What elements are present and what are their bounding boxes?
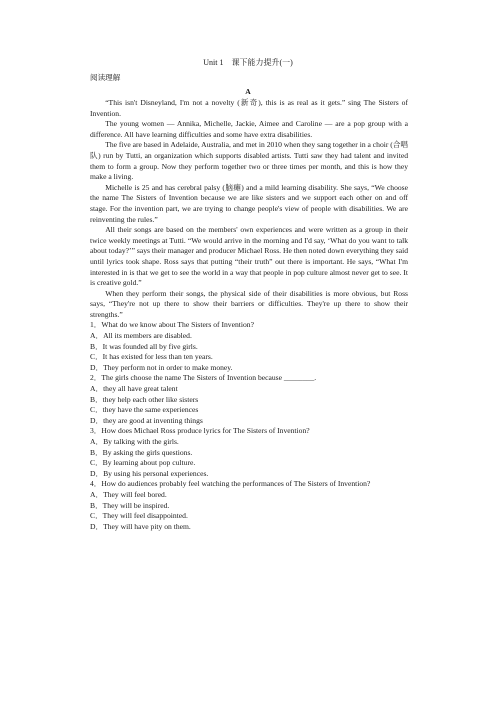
question-stem: 1．What do we know about The Sisters of Invention? bbox=[90, 320, 254, 330]
passage-paragraph: Michelle is 25 and has cerebral palsy (脑瘫) and a mild learning disability. She says, “We choose the name The Sisters of Invention because we are like sisters and we support each other on and off stage. For the invention part, we are trying to change people's view of people with disabilities. We are reinventing the rules.” bbox=[90, 182, 408, 224]
answer-option: A．they all have great talent bbox=[90, 384, 178, 394]
answer-option: B．By asking the girls questions. bbox=[90, 447, 193, 457]
question-stem: 4．How do audiences probably feel watching the performances of The Sisters of Invention? bbox=[90, 479, 371, 489]
answer-option: A．All its members are disabled. bbox=[90, 331, 192, 341]
page-title: Unit 1 课下能力提升(一) bbox=[203, 58, 293, 67]
document-body bbox=[90, 98, 408, 532]
passage-letter: A bbox=[245, 87, 251, 96]
answer-option: D．By using his personal experiences. bbox=[90, 468, 209, 478]
answer-option: B．They will be inspired. bbox=[90, 500, 170, 510]
answer-option: C．They will feel disappointed. bbox=[90, 511, 188, 521]
answer-option: C．It has existed for less than ten years. bbox=[90, 352, 213, 362]
answer-option: D．They will have pity on them. bbox=[90, 521, 191, 531]
question-stem: 2．The girls choose the name The Sisters of Invention because ________. bbox=[90, 373, 317, 383]
answer-option: D．They perform not in order to make money. bbox=[90, 362, 233, 372]
answer-option: B．they help each other like sisters bbox=[90, 394, 199, 404]
passage-paragraph: When they perform their songs, the physical side of their disabilities is more obvious, but Ross says, “They're not up there to show their barriers or difficulties. They're up there to show their strengths.” bbox=[90, 288, 408, 319]
answer-option: A．By talking with the girls. bbox=[90, 437, 179, 446]
answer-option: C．they have the same experiences bbox=[90, 405, 199, 415]
passage-paragraph: All their songs are based on the members' own experiences and were written as a group in their twice weekly meetings at Tutti. “We would arrive in the morning and I'd say, ‘What do you want to talk about today?’” says their manager and producer Michael Ross. He then noted down everything they said until lyrics took shape. Ross says that putting “their truth” out there is important. He says, “What I'm interested in is that we get to see the world in a way that people in pop culture almost never get to see. It is creative gold.” bbox=[90, 225, 408, 288]
passage-paragraph: “This isn't Disneyland, I'm not a novelty (新奇), this is as real as it gets.” sing The Sisters of Invention. bbox=[90, 98, 408, 118]
question-stem: 3．How does Michael Ross produce lyrics for The Sisters of Invention? bbox=[90, 426, 310, 436]
passage-paragraph: The young women — Annika, Michelle, Jackie, Aimee and Caroline — are a pop group with a difference. All have learning difficulties and some have extra disabilities. bbox=[90, 119, 408, 139]
answer-option: A．They will feel bored. bbox=[90, 489, 167, 499]
section-heading: 阅读理解 bbox=[90, 73, 121, 82]
answer-option: B．It was founded all by five girls. bbox=[90, 341, 198, 351]
answer-option: D．they are good at inventing things bbox=[90, 415, 203, 425]
answer-option: C．By learning about pop culture. bbox=[90, 458, 196, 468]
passage-paragraph: The five are based in Adelaide, Australia, and met in 2010 when they sang together in a choir (合唱队) run by Tutti, an organization which supports disabled artists. Tutti saw they had talent and invited them to form a group. Now they perform together two or three times per month, and this is how they make a living. bbox=[90, 140, 409, 182]
